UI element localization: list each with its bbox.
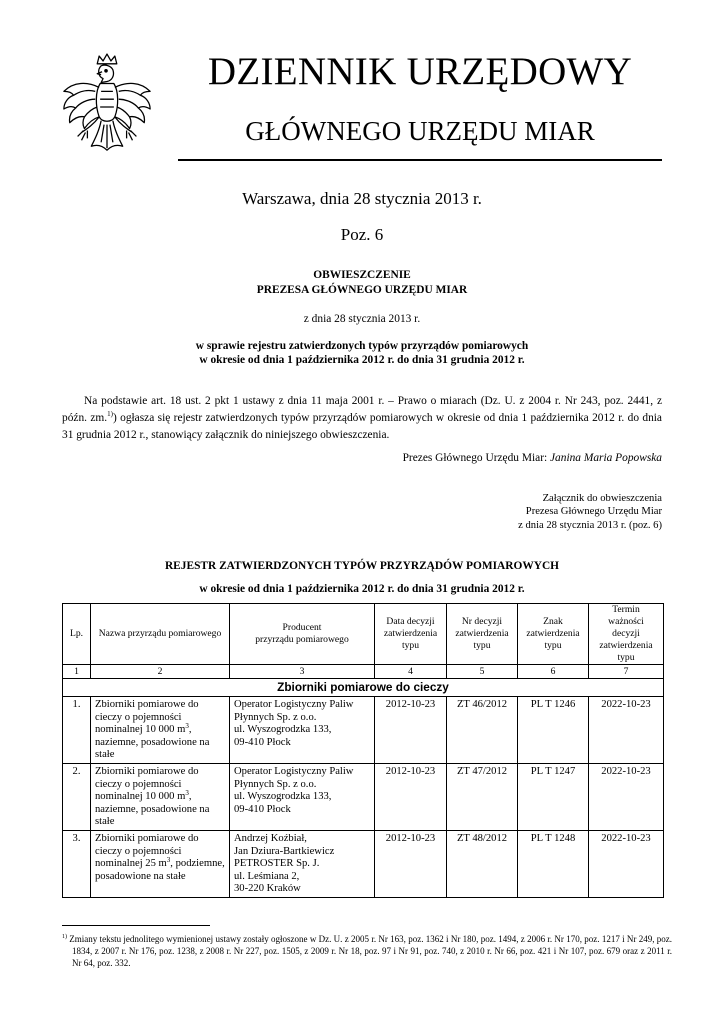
header-lp: Lp. xyxy=(63,604,91,665)
row-decision-number: ZT 47/2012 xyxy=(447,764,518,831)
column-number: 3 xyxy=(230,665,375,679)
row-name-superscript: 3 xyxy=(185,789,189,798)
footnote-divider xyxy=(62,925,210,926)
signature-role: Prezes Głównego Urzędu Miar: xyxy=(402,452,550,464)
row-decision-date: 2012-10-23 xyxy=(375,764,447,831)
announcement-heading-line1: OBWIESZCZENIE xyxy=(313,269,411,281)
register-title: REJESTR ZATWIERDZONYCH TYPÓW PRZYRZĄDÓW POMIAROWYCH xyxy=(164,560,560,572)
row-name-text: Zbiorniki pomiarowe do cieczy o pojemności nominalnej 10 000 m xyxy=(95,699,199,736)
row-name-text: Zbiorniki pomiarowe do cieczy o pojemności nominalnej 25 m xyxy=(95,833,199,870)
journal-subtitle: GŁÓWNEGO URZĘDU MIAR xyxy=(245,116,595,146)
row-instrument-name xyxy=(91,697,230,764)
column-number: 1 xyxy=(63,665,91,679)
row-name-superscript: 3 xyxy=(185,722,189,731)
row-decision-number: ZT 46/2012 xyxy=(447,697,518,764)
row-instrument-name xyxy=(91,764,230,831)
header-validity-term: Termin ważności decyzji zatwierdzenia typu xyxy=(589,604,664,665)
attachment-line2: Prezesa Głównego Urzędu Miar xyxy=(525,506,662,518)
header-decision-date: Data decyzji zatwierdzenia typu xyxy=(375,604,447,665)
footnote-marker: 1) xyxy=(62,934,67,940)
column-number-row xyxy=(63,665,664,679)
column-number: 6 xyxy=(518,665,589,679)
row-validity-term: 2022-10-23 xyxy=(589,697,664,764)
attachment-line1: Załącznik do obwieszczenia xyxy=(542,493,662,504)
position-number: Poz. 6 xyxy=(340,225,384,244)
row-validity-term: 2022-10-23 xyxy=(589,764,664,831)
announcement-subject xyxy=(0,339,724,367)
row-producer: Operator Logistyczny Paliw Płynnych Sp. z o.o. ul. Wyszogrodzka 133, 09-410 Płock xyxy=(230,764,375,831)
register-subtitle: w okresie od dnia 1 października 2012 r. do dnia 31 grudnia 2012 r. xyxy=(199,583,525,595)
footnote xyxy=(62,933,672,969)
row-lp: 1. xyxy=(63,697,91,764)
row-lp: 2. xyxy=(63,764,91,831)
header-producer: Producent przyrządu pomiarowego xyxy=(230,604,375,665)
polish-eagle-emblem-icon xyxy=(58,52,156,164)
column-number: 2 xyxy=(91,665,230,679)
column-number: 5 xyxy=(447,665,518,679)
table-row xyxy=(63,697,664,764)
masthead-divider xyxy=(178,159,662,161)
table-header-row xyxy=(63,604,664,665)
publication-date: Warszawa, dnia 28 stycznia 2013 r. xyxy=(242,189,482,208)
table-row xyxy=(63,764,664,831)
row-lp: 3. xyxy=(63,831,91,898)
footnote-text: Zmiany tekstu jednolitego wymienionej ustawy zostały ogłoszone w Dz. U. z 2005 r. Nr 163, poz. 1362 i Nr 180, poz. 1494, z 2006 r. Nr 170, poz. 1217 i Nr 249, poz. 1834, z 2007 r. Nr 176, poz. 1238, z 2008 r. Nr 227, poz. 1505, z 2009 r. Nr 18, poz. 97 i Nr 91, poz. 740, z 2010 r. Nr 66, poz. 421 i Nr 107, poz. 679 oraz z 2011 r. Nr 64, poz. 332. xyxy=(67,934,672,968)
row-decision-date: 2012-10-23 xyxy=(375,831,447,898)
column-number: 4 xyxy=(375,665,447,679)
announcement-heading xyxy=(0,268,724,298)
body-text-part2: ) ogłasza się rejestr zatwierdzonych typów przyrządów pomiarowych w okresie od dnia 1 października 2012 r. do dnia 31 grudnia 2012 r., stanowiący załącznik do niniejszego obwieszczenia. xyxy=(62,412,662,441)
journal-title: DZIENNIK URZĘDOWY xyxy=(207,50,633,93)
register-table xyxy=(62,603,664,898)
announcement-subject-line2: w okresie od dnia 1 października 2012 r. do dnia 31 grudnia 2012 r. xyxy=(199,354,525,366)
header-instrument-name: Nazwa przyrządu pomiarowego xyxy=(91,604,230,665)
row-validity-term: 2022-10-23 xyxy=(589,831,664,898)
row-instrument-name xyxy=(91,831,230,898)
row-producer: Andrzej Koźbiał, Jan Dziura-Bartkiewicz PETROSTER Sp. J. ul. Leśmiana 2, 30-220 Kraków xyxy=(230,831,375,898)
announcement-body xyxy=(62,393,662,444)
row-name-text-end: , naziemne, posadowione na stałe xyxy=(95,724,210,761)
row-decision-number: ZT 48/2012 xyxy=(447,831,518,898)
footnote-reference[interactable]: 1) xyxy=(107,410,113,418)
signature-name: Janina Maria Popowska xyxy=(550,452,662,464)
signature xyxy=(403,452,662,464)
column-number: 7 xyxy=(589,665,664,679)
row-approval-mark: PL T 1248 xyxy=(518,831,589,898)
header-approval-mark: Znak zatwierdzenia typu xyxy=(518,604,589,665)
announcement-date: z dnia 28 stycznia 2013 r. xyxy=(303,313,421,325)
body-text-part1: Na podstawie art. 18 ust. 2 pkt 1 ustawy z dnia 11 maja 2001 r. – Prawo o miarach (Dz. U. z 2004 r. Nr 243, poz. 2441, z późn. zm. xyxy=(62,395,662,424)
row-name-superscript: 3 xyxy=(166,856,171,865)
announcement-heading-line2: PREZESA GŁÓWNEGO URZĘDU MIAR xyxy=(256,284,468,296)
announcement-subject-line1: w sprawie rejestru zatwierdzonych typów przyrządów pomiarowych xyxy=(195,340,529,352)
row-approval-mark: PL T 1247 xyxy=(518,764,589,831)
section-row xyxy=(63,679,664,697)
row-producer: Operator Logistyczny Paliw Płynnych Sp. z o.o. ul. Wyszogrodzka 133, 09-410 Płock xyxy=(230,697,375,764)
header-decision-number: Nr decyzji zatwierdzenia typu xyxy=(447,604,518,665)
row-decision-date: 2012-10-23 xyxy=(375,697,447,764)
row-name-text-end: , naziemne, posadowione na stałe xyxy=(95,791,210,828)
table-row xyxy=(63,831,664,898)
attachment-note xyxy=(402,492,662,532)
attachment-line3: z dnia 28 stycznia 2013 r. (poz. 6) xyxy=(518,519,662,531)
row-name-text-end: , podziemne, posadowione na stałe xyxy=(95,858,225,882)
section-title: Zbiorniki pomiarowe do cieczy xyxy=(63,679,664,697)
row-name-text: Zbiorniki pomiarowe do cieczy o pojemności nominalnej 10 000 m xyxy=(95,766,199,803)
row-approval-mark: PL T 1246 xyxy=(518,697,589,764)
